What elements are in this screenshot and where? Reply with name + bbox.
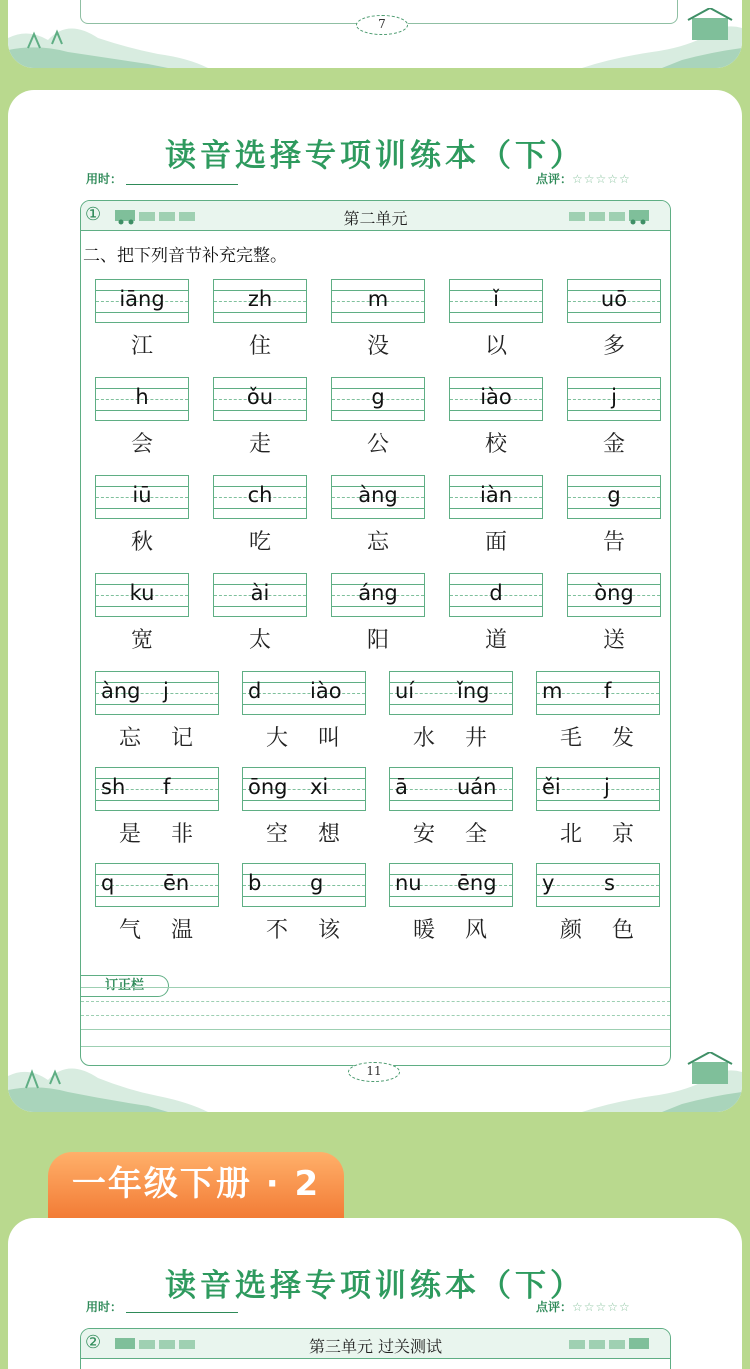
guide-line: [568, 410, 660, 411]
pinyin-fragment: uí: [395, 679, 415, 703]
score-label: 点评：: [536, 1300, 573, 1314]
score-stars: ☆☆☆☆☆: [572, 1300, 631, 1314]
pinyin-fragment: ēng: [457, 871, 497, 895]
hanzi-character: 金: [603, 432, 626, 457]
hanzi-character: 忘: [367, 530, 390, 555]
hanzi-character: 发: [612, 726, 635, 751]
hanzi-character: 告: [603, 530, 626, 555]
page-title: 读音选择专项训练本（下）: [165, 1268, 585, 1304]
hanzi-character: 京: [612, 822, 635, 847]
guide-line: [568, 312, 660, 313]
hanzi-character: 色: [612, 918, 635, 943]
guide-line: [332, 508, 424, 509]
hanzi-character: 会: [131, 432, 154, 457]
hanzi-character: 颜: [560, 918, 583, 943]
pinyin-fragment: q: [101, 871, 115, 895]
hanzi-character: 井: [465, 726, 488, 751]
pinyin-fragment: zh: [247, 287, 273, 311]
pinyin-fragment: ài: [250, 581, 270, 605]
guide-line: [537, 704, 659, 705]
guide-line: [450, 410, 542, 411]
guide-line: [96, 800, 218, 801]
pinyin-fragment: y: [542, 871, 555, 895]
guide-line: [96, 312, 188, 313]
pinyin-fragment: j: [611, 385, 617, 409]
guide-line: [96, 704, 218, 705]
unit-title: 第三单元 过关测试: [308, 1337, 443, 1356]
hanzi-character: 温: [171, 918, 194, 943]
pinyin-fragment: sh: [101, 775, 126, 799]
correction-line: [81, 1015, 670, 1016]
guide-line: [450, 312, 542, 313]
time-blank[interactable]: [126, 1312, 238, 1313]
hanzi-character: 风: [465, 918, 488, 943]
pinyin-fragment: uō: [600, 287, 628, 311]
pinyin-fragment: ōng: [248, 775, 288, 799]
hanzi-character: 宽: [131, 628, 154, 653]
hanzi-character: 公: [367, 432, 390, 457]
guide-line: [450, 606, 542, 607]
hanzi-character: 是: [119, 822, 142, 847]
pinyin-fragment: d: [489, 581, 503, 605]
pinyin-fragment: òng: [594, 581, 634, 605]
pinyin-fragment: ēn: [163, 871, 190, 895]
pinyin-fragment: ā: [395, 775, 408, 799]
pinyin-fragment: d: [248, 679, 262, 703]
next-page-fragment: [8, 1218, 742, 1369]
pinyin-fragment: áng: [358, 581, 398, 605]
pinyin-fragment: h: [135, 385, 149, 409]
train-icon: [569, 207, 649, 225]
hanzi-character: 全: [465, 822, 488, 847]
score-field: [536, 170, 631, 187]
hanzi-character: 没: [367, 334, 390, 359]
guide-line: [214, 508, 306, 509]
guide-line: [214, 312, 306, 313]
hanzi-character: 记: [171, 726, 194, 751]
guide-line: [332, 606, 424, 607]
correction-line: [81, 1029, 670, 1030]
guide-line: [450, 508, 542, 509]
hanzi-character: 气: [119, 918, 142, 943]
unit-header: [81, 1329, 670, 1359]
guide-line: [332, 312, 424, 313]
guide-line: [537, 874, 659, 875]
guide-line: [214, 606, 306, 607]
guide-line: [537, 885, 659, 886]
guide-line: [96, 896, 218, 897]
correction-line: [81, 987, 670, 988]
guide-line: [243, 704, 365, 705]
hanzi-character: 江: [131, 334, 154, 359]
pinyin-fragment: nu: [395, 871, 422, 895]
page-number: 7: [356, 15, 408, 35]
unit-number: ①: [85, 204, 102, 225]
hanzi-character: 非: [171, 822, 194, 847]
pinyin-fragment: iàn: [479, 483, 512, 507]
pinyin-fragment: j: [163, 679, 169, 703]
score-field: [536, 1298, 631, 1315]
landscape-right-decoration: [542, 1052, 742, 1112]
pinyin-fragment: f: [604, 679, 612, 703]
pinyin-fragment: iào: [310, 679, 342, 703]
worksheet-page: [8, 90, 742, 1112]
guide-line: [390, 896, 512, 897]
correction-line: [81, 1001, 670, 1002]
hanzi-character: 阳: [367, 628, 390, 653]
guide-line: [568, 606, 660, 607]
score-label: 点评：: [536, 172, 573, 186]
guide-line: [214, 410, 306, 411]
landscape-right-decoration: [542, 8, 742, 68]
time-label: 用时：: [86, 172, 123, 186]
pinyin-fragment: àng: [358, 483, 398, 507]
guide-line: [537, 896, 659, 897]
unit-number: ②: [85, 1332, 102, 1353]
pinyin-fragment: g: [607, 483, 621, 507]
landscape-left-decoration: [8, 8, 208, 68]
pinyin-fragment: ch: [247, 483, 273, 507]
page-number: 11: [348, 1062, 400, 1082]
hanzi-character: 想: [318, 822, 341, 847]
time-field: [86, 170, 238, 187]
hanzi-character: 多: [603, 334, 626, 359]
guide-line: [243, 800, 365, 801]
hanzi-character: 秋: [131, 530, 154, 555]
pinyin-fragment: iào: [480, 385, 512, 409]
pinyin-fragment: m: [367, 287, 389, 311]
hanzi-character: 住: [249, 334, 272, 359]
pinyin-fragment: iū: [132, 483, 152, 507]
exercise-card: [80, 200, 671, 1066]
guide-line: [568, 508, 660, 509]
pinyin-fragment: xi: [310, 775, 329, 799]
time-blank[interactable]: [126, 184, 238, 185]
pinyin-fragment: àng: [101, 679, 141, 703]
hanzi-character: 以: [485, 334, 508, 359]
pinyin-fragment: f: [163, 775, 171, 799]
hanzi-character: 安: [413, 822, 436, 847]
page-title: 读音选择专项训练本（下）: [165, 138, 585, 174]
unit-header: [81, 201, 670, 231]
pinyin-fragment: uán: [457, 775, 497, 799]
score-stars: ☆☆☆☆☆: [572, 172, 631, 186]
hanzi-character: 道: [485, 628, 508, 653]
hanzi-character: 该: [318, 918, 341, 943]
hanzi-character: 忘: [119, 726, 142, 751]
pinyin-fragment: ěi: [542, 775, 561, 799]
previous-page-fragment: [8, 0, 742, 68]
pinyin-fragment: s: [604, 871, 615, 895]
hanzi-character: 毛: [560, 726, 583, 751]
guide-line: [332, 410, 424, 411]
pinyin-fragment: ǐ: [493, 287, 499, 311]
pinyin-fragment: g: [371, 385, 385, 409]
unit-title: 第二单元: [343, 209, 408, 228]
hanzi-character: 大: [266, 726, 289, 751]
hanzi-character: 水: [413, 726, 436, 751]
hanzi-character: 不: [266, 918, 289, 943]
pinyin-fragment: ku: [129, 581, 155, 605]
time-label: 用时：: [86, 1300, 123, 1314]
hanzi-character: 叫: [318, 726, 341, 751]
guide-line: [96, 508, 188, 509]
pinyin-fragment: g: [310, 871, 324, 895]
pinyin-writing-box[interactable]: [536, 863, 660, 907]
hanzi-character: 校: [485, 432, 508, 457]
pinyin-fragment: ǐng: [457, 679, 490, 703]
hanzi-character: 暖: [413, 918, 436, 943]
guide-line: [390, 800, 512, 801]
pinyin-fragment: ǒu: [246, 385, 274, 409]
guide-line: [390, 704, 512, 705]
landscape-left-decoration: [8, 1052, 208, 1112]
guide-line: [537, 800, 659, 801]
guide-line: [96, 410, 188, 411]
hanzi-character: 北: [560, 822, 583, 847]
exercise-card: [80, 1328, 671, 1369]
hanzi-character: 走: [249, 432, 272, 457]
pinyin-fragment: iāng: [119, 287, 165, 311]
hanzi-character: 送: [603, 628, 626, 653]
correction-label: 订正栏: [81, 975, 169, 997]
correction-line: [81, 1046, 670, 1047]
pinyin-fragment: m: [542, 679, 563, 703]
time-field: [86, 1298, 238, 1315]
train-icon: [569, 1335, 649, 1353]
pinyin-fragment: j: [604, 775, 610, 799]
guide-line: [96, 606, 188, 607]
guide-line: [243, 896, 365, 897]
instruction: 二、把下列音节补充完整。: [83, 246, 287, 266]
hanzi-character: 太: [249, 628, 272, 653]
pinyin-fragment: b: [248, 871, 262, 895]
hanzi-character: 空: [266, 822, 289, 847]
hanzi-character: 面: [485, 530, 508, 555]
grade-banner: 一年级下册 · 2: [48, 1152, 344, 1220]
hanzi-character: 吃: [249, 530, 272, 555]
